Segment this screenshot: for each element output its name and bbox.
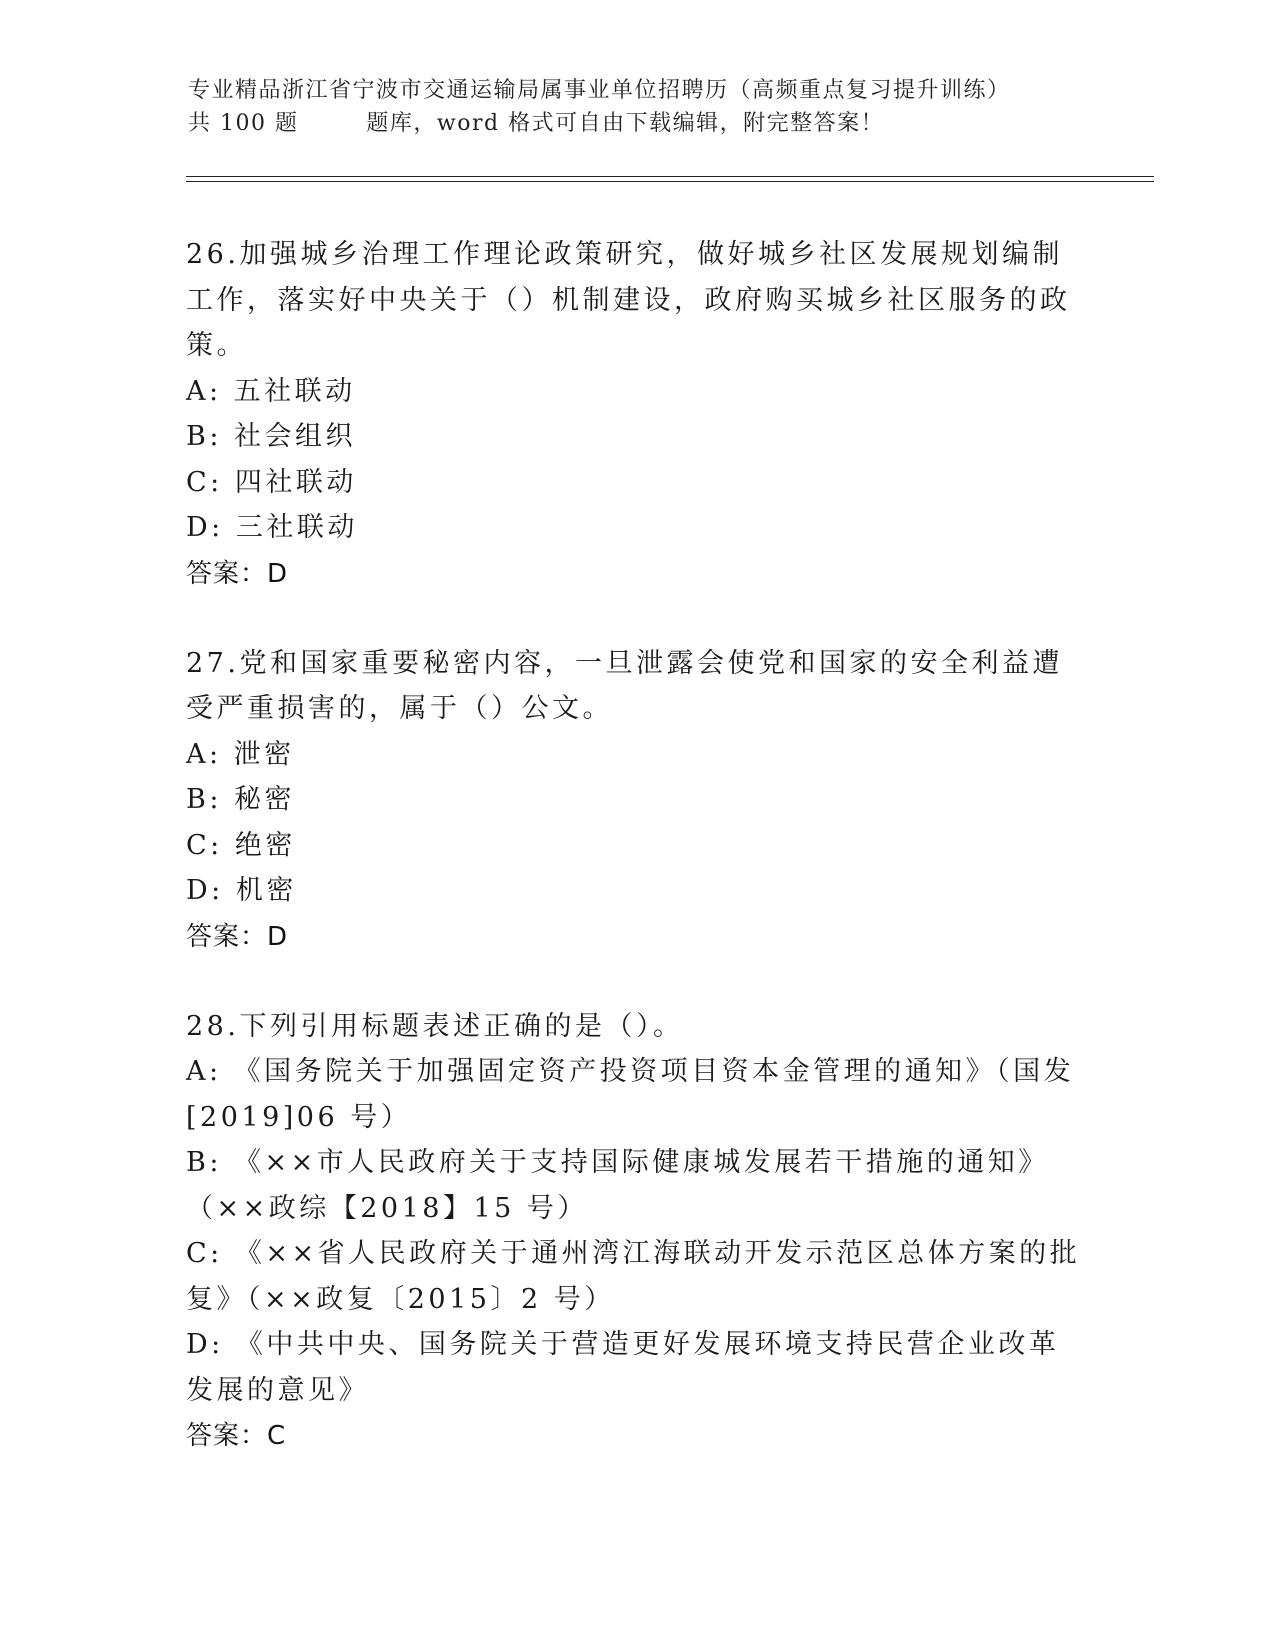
header-divider-top — [186, 176, 1154, 177]
header-divider-bottom — [186, 181, 1154, 182]
header-title-line: 专业精品浙江省宁波市交通运输局属事业单位招聘历（高频重点复习提升训练） — [188, 78, 1011, 103]
question-text: 28.下列引用标题表述正确的是（）。 — [186, 1010, 684, 1042]
option-b: B: 秘密 — [186, 784, 296, 815]
option-b: B: 社会组织 — [186, 421, 357, 452]
option-d: D: 机密 — [186, 875, 297, 906]
question-item — [186, 641, 1086, 960]
question-item — [186, 232, 1086, 597]
question-text: 26.加强城乡治理工作理论政策研究，做好城乡社区发展规划编制工作，落实好中央关于（）机制建设，政府购买城乡社区服务的政策。 — [186, 239, 1071, 361]
option-a: A: 泄密 — [186, 738, 295, 770]
question-item — [186, 1004, 1086, 1460]
header-subtitle-line: 共 100 题 题库，word 格式可自由下载编辑，附完整答案！ — [188, 111, 885, 136]
answer-text: 答案：D — [186, 921, 289, 952]
option-c: C: 《××省人民政府关于通州湾江海联动开发示范区总体方案的批复》（××政复〔2015〕2 号） — [186, 1238, 1081, 1315]
option-a: A: 《国务院关于加强固定资产投资项目资本金管理的通知》（国发[2019]06 号） — [186, 1056, 1075, 1133]
page-header — [188, 74, 1088, 140]
option-c: C: 四社联动 — [186, 466, 357, 498]
option-c: C: 绝密 — [186, 829, 296, 861]
answer-text: 答案：D — [186, 558, 289, 589]
option-d: D: 三社联动 — [186, 512, 358, 543]
option-b: B: 《××市人民政府关于支持国际健康城发展若干措施的通知》（××政综【2018】15 号） — [186, 1147, 1049, 1224]
question-text: 27.党和国家重要秘密内容，一旦泄露会使党和国家的安全利益遭受严重损害的，属于（）公文。 — [186, 647, 1063, 724]
option-a: A: 五社联动 — [186, 375, 356, 407]
option-d: D: 《中共中央、国务院关于营造更好发展环境支持民营企业改革发展的意见》 — [186, 1329, 1060, 1406]
answer-text: 答案：C — [186, 1421, 287, 1451]
question-list — [186, 232, 1086, 1503]
